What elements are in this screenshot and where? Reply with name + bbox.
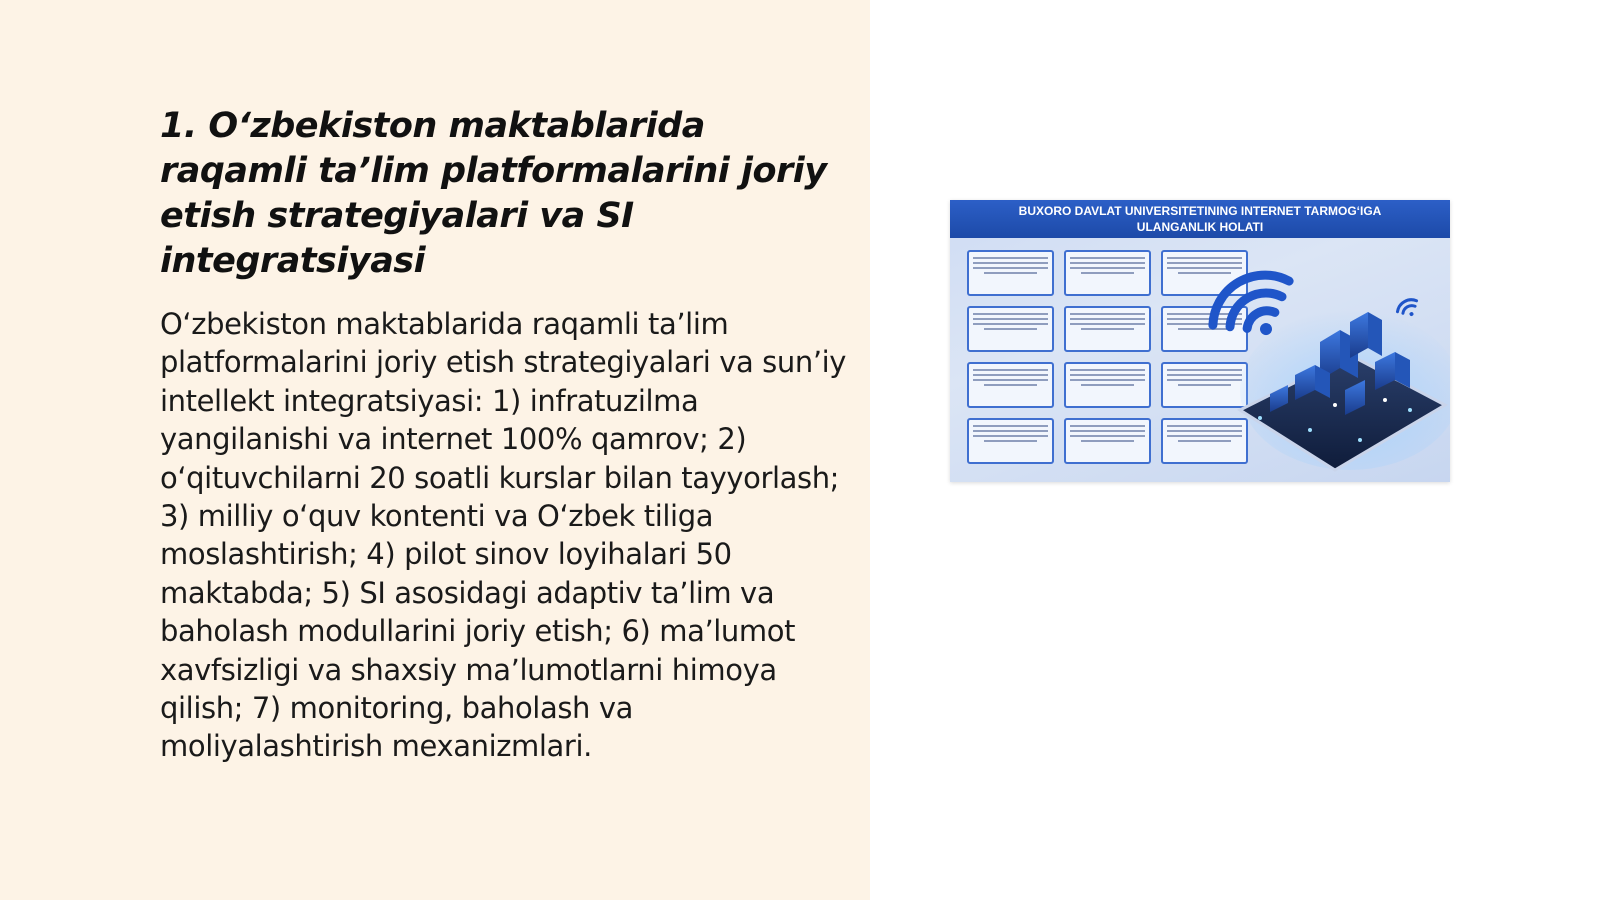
smart-city-illustration <box>1200 240 1450 482</box>
infographic-title-line1: BUXORO DAVLAT UNIVERSITETINING INTERNET TARMOG‘IGA <box>1018 204 1382 218</box>
info-box <box>1064 418 1151 464</box>
info-box <box>967 418 1054 464</box>
info-box <box>967 306 1054 352</box>
infographic-image <box>950 200 1450 482</box>
info-box <box>1064 306 1151 352</box>
infographic-header <box>950 200 1450 238</box>
info-box <box>1064 250 1151 296</box>
small-wifi-icon <box>1395 296 1422 321</box>
slide-body-text: O‘zbekiston maktablarida raqamli ta’lim platformalarini joriy etish strategiyalari va sun’iy intellekt integratsiyasi: 1) infratuzilma yangilanishi va internet 100% qamrov; 2) o‘qituvchilarni 20 soatli kurslar bilan tayyorlash; 3) milliy o‘quv kontenti va O‘zbek tiliga moslashtirish; 4) pilot sinov loyihalari 50 maktabda; 5) SI asosidagi adaptiv ta’lim va baholash modullarini joriy etish; 6) ma’lumot xavfsizligi va shaxsiy ma’lumotlarni himoya qilish; 7) monitoring, baholash va moliyalashtirish mexanizmlari. <box>160 307 847 764</box>
slide-title: 1. O‘zbekiston maktablarida raqamli ta’lim platformalarini joriy etish strategiyalari va SI integratsiyasi <box>160 106 827 281</box>
info-box <box>1064 362 1151 408</box>
info-box <box>967 362 1054 408</box>
infographic-title-line2: ULANGANLIK HOLATI <box>1136 220 1264 234</box>
info-box <box>967 250 1054 296</box>
